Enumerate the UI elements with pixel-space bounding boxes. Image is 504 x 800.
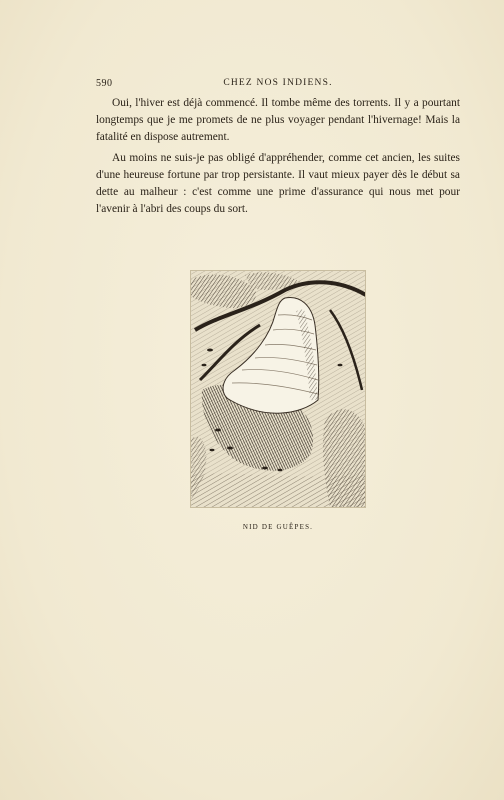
running-title: CHEZ NOS INDIENS. xyxy=(223,78,333,88)
figure-caption: NID DE GUÊPES. xyxy=(242,523,314,531)
paragraph-2: Au moins ne suis-je pas obligé d'appréhender, comme cet ancien, les suites d'une heureuse fortune par trop persistante. Il vaut mieux payer dès le début sa dette au malheur : c'est comme une prime d'assurance qui nous met pour l'avenir à l'abri des coups du sort. xyxy=(96,152,460,215)
wasp-nest-engraving xyxy=(190,270,366,508)
running-head xyxy=(96,78,460,92)
page-number: 590 xyxy=(96,78,113,89)
body-text xyxy=(96,95,460,222)
paragraph-1: Oui, l'hiver est déjà commencé. Il tombe même des torrents. Il y a pourtant longtemps que je me promets de ne plus voyager pendant l'hivernage! Mais la fatalité en dispose autrement. xyxy=(96,97,460,143)
